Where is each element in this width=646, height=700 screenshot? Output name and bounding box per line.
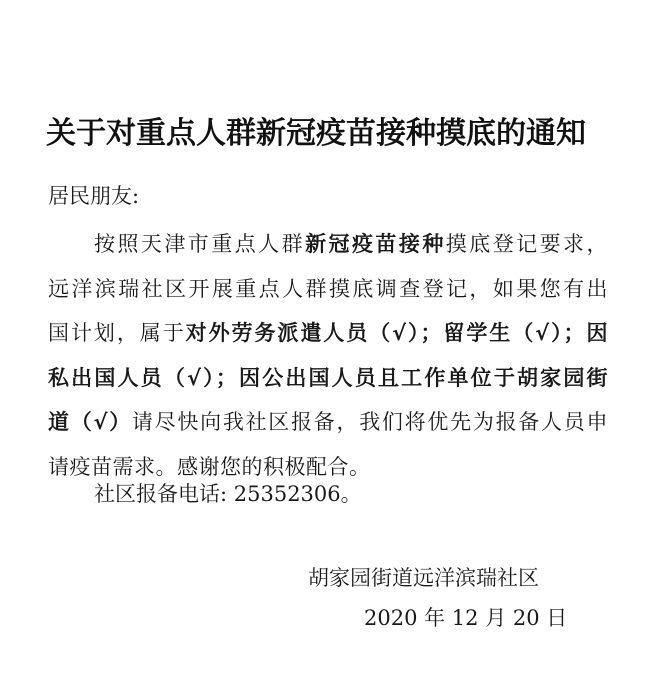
highlight-street: 道（√）: [48, 410, 132, 434]
body-text-segment: 按照天津市重点人群: [94, 232, 306, 256]
body-text-segment: 国计划，属于: [48, 321, 186, 345]
notice-title: 关于对重点人群新冠疫苗接种摸底的通知: [46, 116, 586, 151]
report-phone: 社区报备电话: 25352306。: [94, 482, 362, 506]
body-line-5: [48, 400, 608, 445]
body-text-segment: 摸底登记要求，: [445, 232, 609, 256]
body-line-6: 请疫苗需求。感谢您的积极配合。: [48, 454, 371, 479]
highlight-categories: 对外劳务派遣人员（√）；留学生（√）；因: [185, 321, 609, 345]
issue-date: 2020 年 12 月 20 日: [364, 606, 568, 630]
highlight-vaccine: 新冠疫苗接种: [305, 232, 446, 256]
body-line-2: 远洋滨瑞社区开展重点人群摸底调查登记，如果您有出: [48, 276, 608, 301]
salutation: 居民朋友:: [48, 184, 140, 208]
notice-body: [48, 222, 608, 489]
signature: 胡家园街道远洋滨瑞社区: [308, 566, 539, 590]
body-text-segment: 请尽快向我社区报备，我们将优先为报备人员申: [131, 410, 608, 434]
body-line-4: 私出国人员（√）；因公出国人员且工作单位于胡家园街: [48, 365, 608, 390]
body-line-3: [48, 311, 608, 356]
body-line-1: [48, 222, 608, 267]
